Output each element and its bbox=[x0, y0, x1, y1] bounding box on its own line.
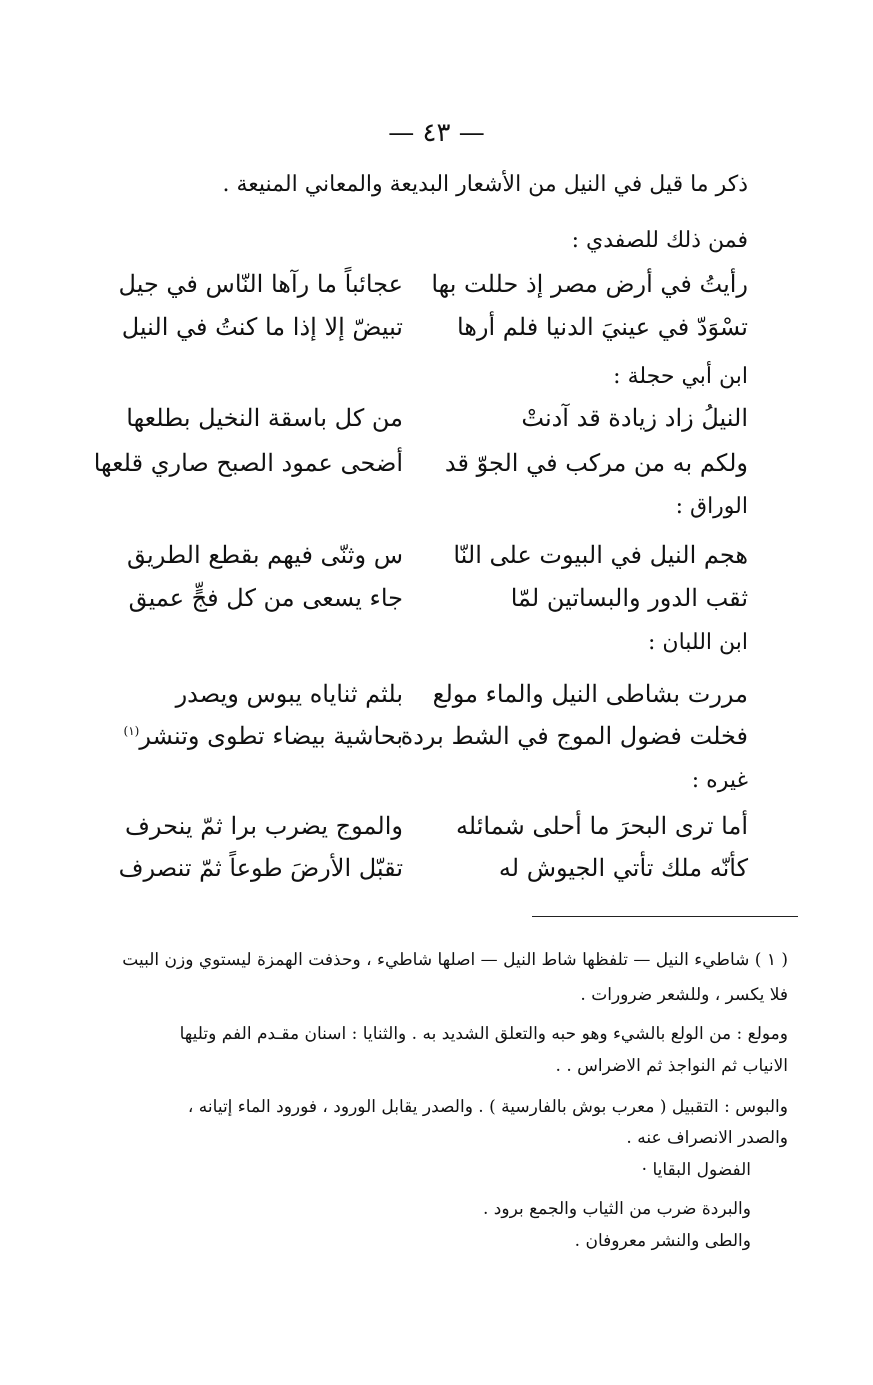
verse-first-hemistich: أما ترى البحرَ ما أحلى شمائله bbox=[455, 812, 748, 840]
verse-first-hemistich: مررت بشاطى النيل والماء مولع bbox=[432, 680, 748, 708]
verse-second-hemistich: والموج يضرب برا ثمّ ينحرف bbox=[125, 812, 403, 840]
verse-first-hemistich: رأيتُ في أرض مصر إذ حللت بها bbox=[431, 270, 748, 298]
footnote-line: والبردة ضرب من الثياب والجمع برود . bbox=[483, 1199, 751, 1219]
verse-first-hemistich: تسْوَدّ في عينيَ الدنيا فلم أرها bbox=[456, 313, 748, 341]
section-heading: فمن ذلك للصفدي : bbox=[571, 228, 748, 253]
verse-first-hemistich: فخلت فضول الموج في الشط بردة bbox=[400, 722, 748, 750]
verse-second-hemistich: تبيضّ إلا إذا ما كنتُ في النيل bbox=[121, 313, 403, 341]
section-heading: ابن اللبان : bbox=[648, 630, 748, 655]
section-heading: غيره : bbox=[691, 768, 748, 793]
verse-text: بحاشية بيضاء تطوى وتنشر bbox=[139, 722, 403, 750]
footnote-line: ( ١ ) شاطيء النيل — تلفظها شاط النيل — اصلها شاطيء ، وحذفت الهمزة ليستوي وزن البيت bbox=[122, 950, 788, 970]
footnote-line: ومولع : من الولع بالشيء وهو حبه والتعلق الشديد به . والثنايا : اسنان مقـدم الفم وتليها bbox=[179, 1024, 788, 1044]
verse-second-hemistich bbox=[113, 722, 403, 750]
footnote-line: الانياب ثم النواجذ ثم الاضراس . . bbox=[555, 1056, 788, 1076]
verse-first-hemistich: ولكم به من مركب في الجوّ قد bbox=[444, 449, 748, 477]
verse-first-hemistich: ثقب الدور والبساتين لمّا bbox=[510, 584, 748, 612]
verse-second-hemistich: من كل باسقة النخيل بطلعها bbox=[126, 404, 403, 432]
verse-second-hemistich: تقبّل الأرضَ طوعاً ثمّ تنصرف bbox=[118, 854, 403, 882]
verse-first-hemistich: النيلُ زاد زيادة قد آدنتْ bbox=[521, 404, 748, 432]
verse-second-hemistich: س وثنّى فيهم بقطع الطريق bbox=[127, 541, 403, 569]
verse-second-hemistich: أضحى عمود الصبح صاري قلعها bbox=[93, 449, 403, 477]
footnote-line: فلا يكسر ، وللشعر ضرورات . bbox=[580, 985, 788, 1005]
footnote-line: والصدر الانصراف عنه . bbox=[626, 1128, 788, 1148]
intro-line: ذكر ما قيل في النيل من الأشعار البديعة والمعاني المنيعة . bbox=[222, 172, 748, 197]
section-heading: ابن أبي حجلة : bbox=[613, 364, 748, 389]
verse-first-hemistich: هجم النيل في البيوت على النّا bbox=[453, 541, 748, 569]
page-number: — ٤٣ — bbox=[388, 118, 485, 148]
verse-second-hemistich: عجائباً ما رآها النّاس في جيل bbox=[118, 270, 403, 298]
footnote-marker: (١) bbox=[123, 724, 140, 738]
verse-first-hemistich: كأنّه ملك تأتي الجيوش له bbox=[498, 854, 748, 882]
verse-second-hemistich: جاء يسعى من كل فجٍّ عميق bbox=[128, 584, 403, 612]
footnote-line: والبوس : التقبيل ( معرب بوش بالفارسية ) . والصدر يقابل الورود ، فورود الماء إتيانه ، bbox=[187, 1097, 788, 1117]
footnote-line: والطى والنشر معروفان . bbox=[574, 1231, 751, 1251]
footnote-divider bbox=[532, 916, 798, 917]
footnote-line: الفضول البقايا · bbox=[641, 1160, 751, 1180]
verse-second-hemistich: بلثم ثناياه يبوس ويصدر bbox=[175, 680, 403, 708]
section-heading: الوراق : bbox=[675, 494, 748, 519]
